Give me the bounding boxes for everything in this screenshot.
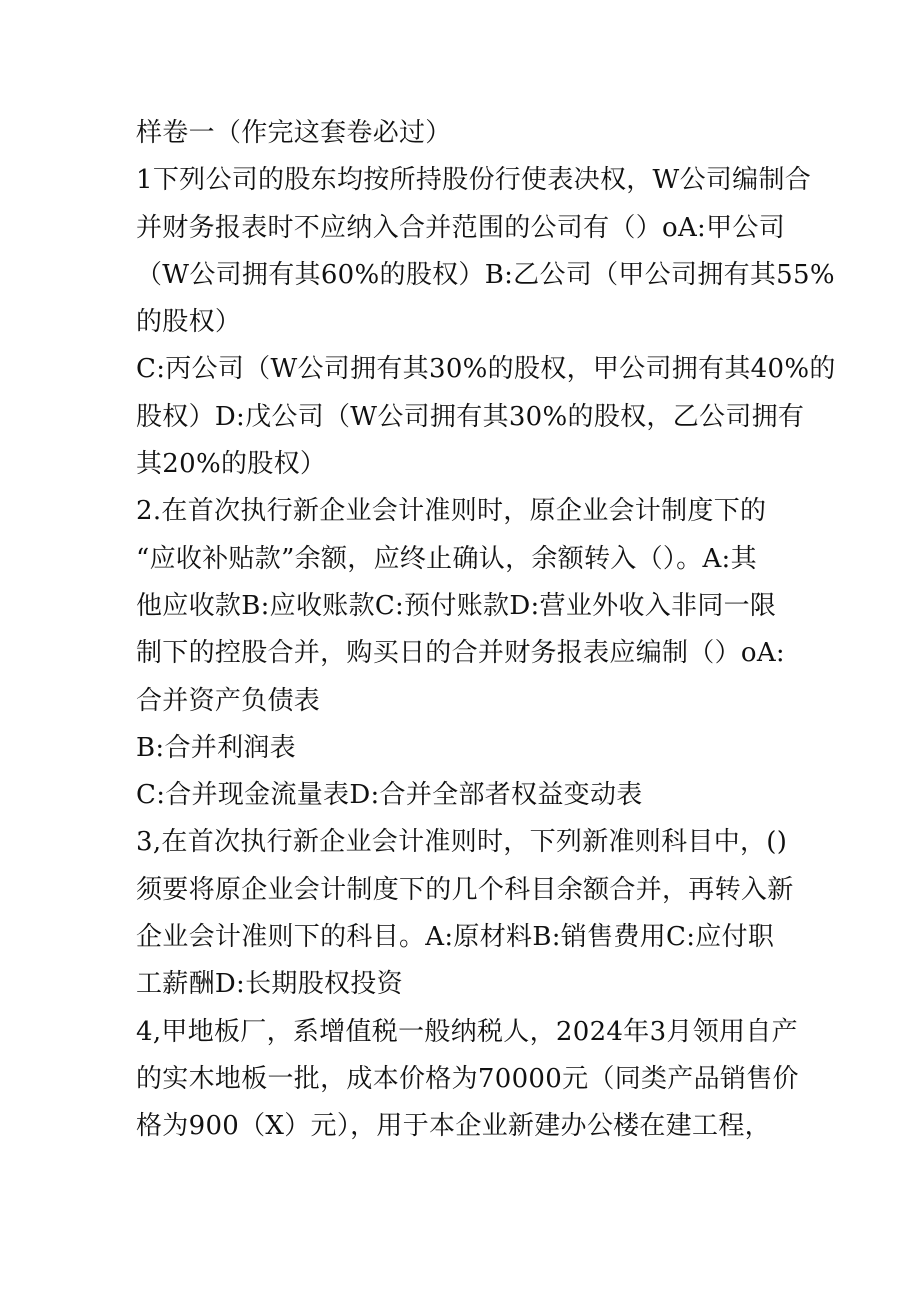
text-line: 工薪酬D:长期股权投资 — [136, 969, 403, 1000]
text-line: 合并资产负债表 — [136, 685, 321, 716]
document-title: 样卷一（作完这套卷必过） — [136, 118, 452, 148]
document-body — [136, 110, 836, 1151]
text-line: C:丙公司（W公司拥有其30%的股权，甲公司拥有其40%的 — [136, 354, 836, 385]
text-line: 并财务报表时不应纳入合并范围的公司有（）oA:甲公司 — [136, 212, 785, 243]
text-line: 3,在首次执行新企业会计准则时，下列新准则科目中，() — [136, 827, 788, 858]
text-line: 股权）D:戊公司（W公司拥有其30%的股权，乙公司拥有 — [136, 401, 805, 432]
text-line: 须要将原企业会计制度下的几个科目余额合并，再转入新 — [136, 874, 794, 905]
text-line: 其20%的股权） — [136, 449, 327, 480]
text-line: 2.在首次执行新企业会计准则时，原企业会计制度下的 — [136, 496, 767, 527]
text-line: 1下列公司的股东均按所持股份行使表决权，W公司编制合 — [136, 165, 812, 196]
text-line: 4,甲地板厂，系增值税一般纳税人，2024年3月领用自产 — [136, 1016, 798, 1047]
text-line: 格为900（X）元），用于本企业新建办公楼在建工程， — [136, 1111, 771, 1142]
text-line: 的实木地板一批，成本价格为70000元（同类产品销售价 — [136, 1063, 799, 1094]
text-line: C:合并现金流量表D:合并全部者权益变动表 — [136, 780, 643, 811]
text-line: 制下的控股合并，购买日的合并财务报表应编制（）oA: — [136, 638, 785, 669]
text-line: “应收补贴款”余额，应终止确认，余额转入（）。A:其 — [136, 543, 757, 574]
text-line: 他应收款B:应收账款C:预付账款D:营业外收入非同一限 — [136, 590, 777, 621]
text-line: 的股权） — [136, 307, 242, 338]
text-line: （W公司拥有其60%的股权）B:乙公司（甲公司拥有其55% — [136, 259, 835, 290]
text-line: 企业会计准则下的科目。A:原材料B:销售费用C:应付职 — [136, 922, 775, 953]
text-line: B:合并利润表 — [136, 732, 296, 763]
